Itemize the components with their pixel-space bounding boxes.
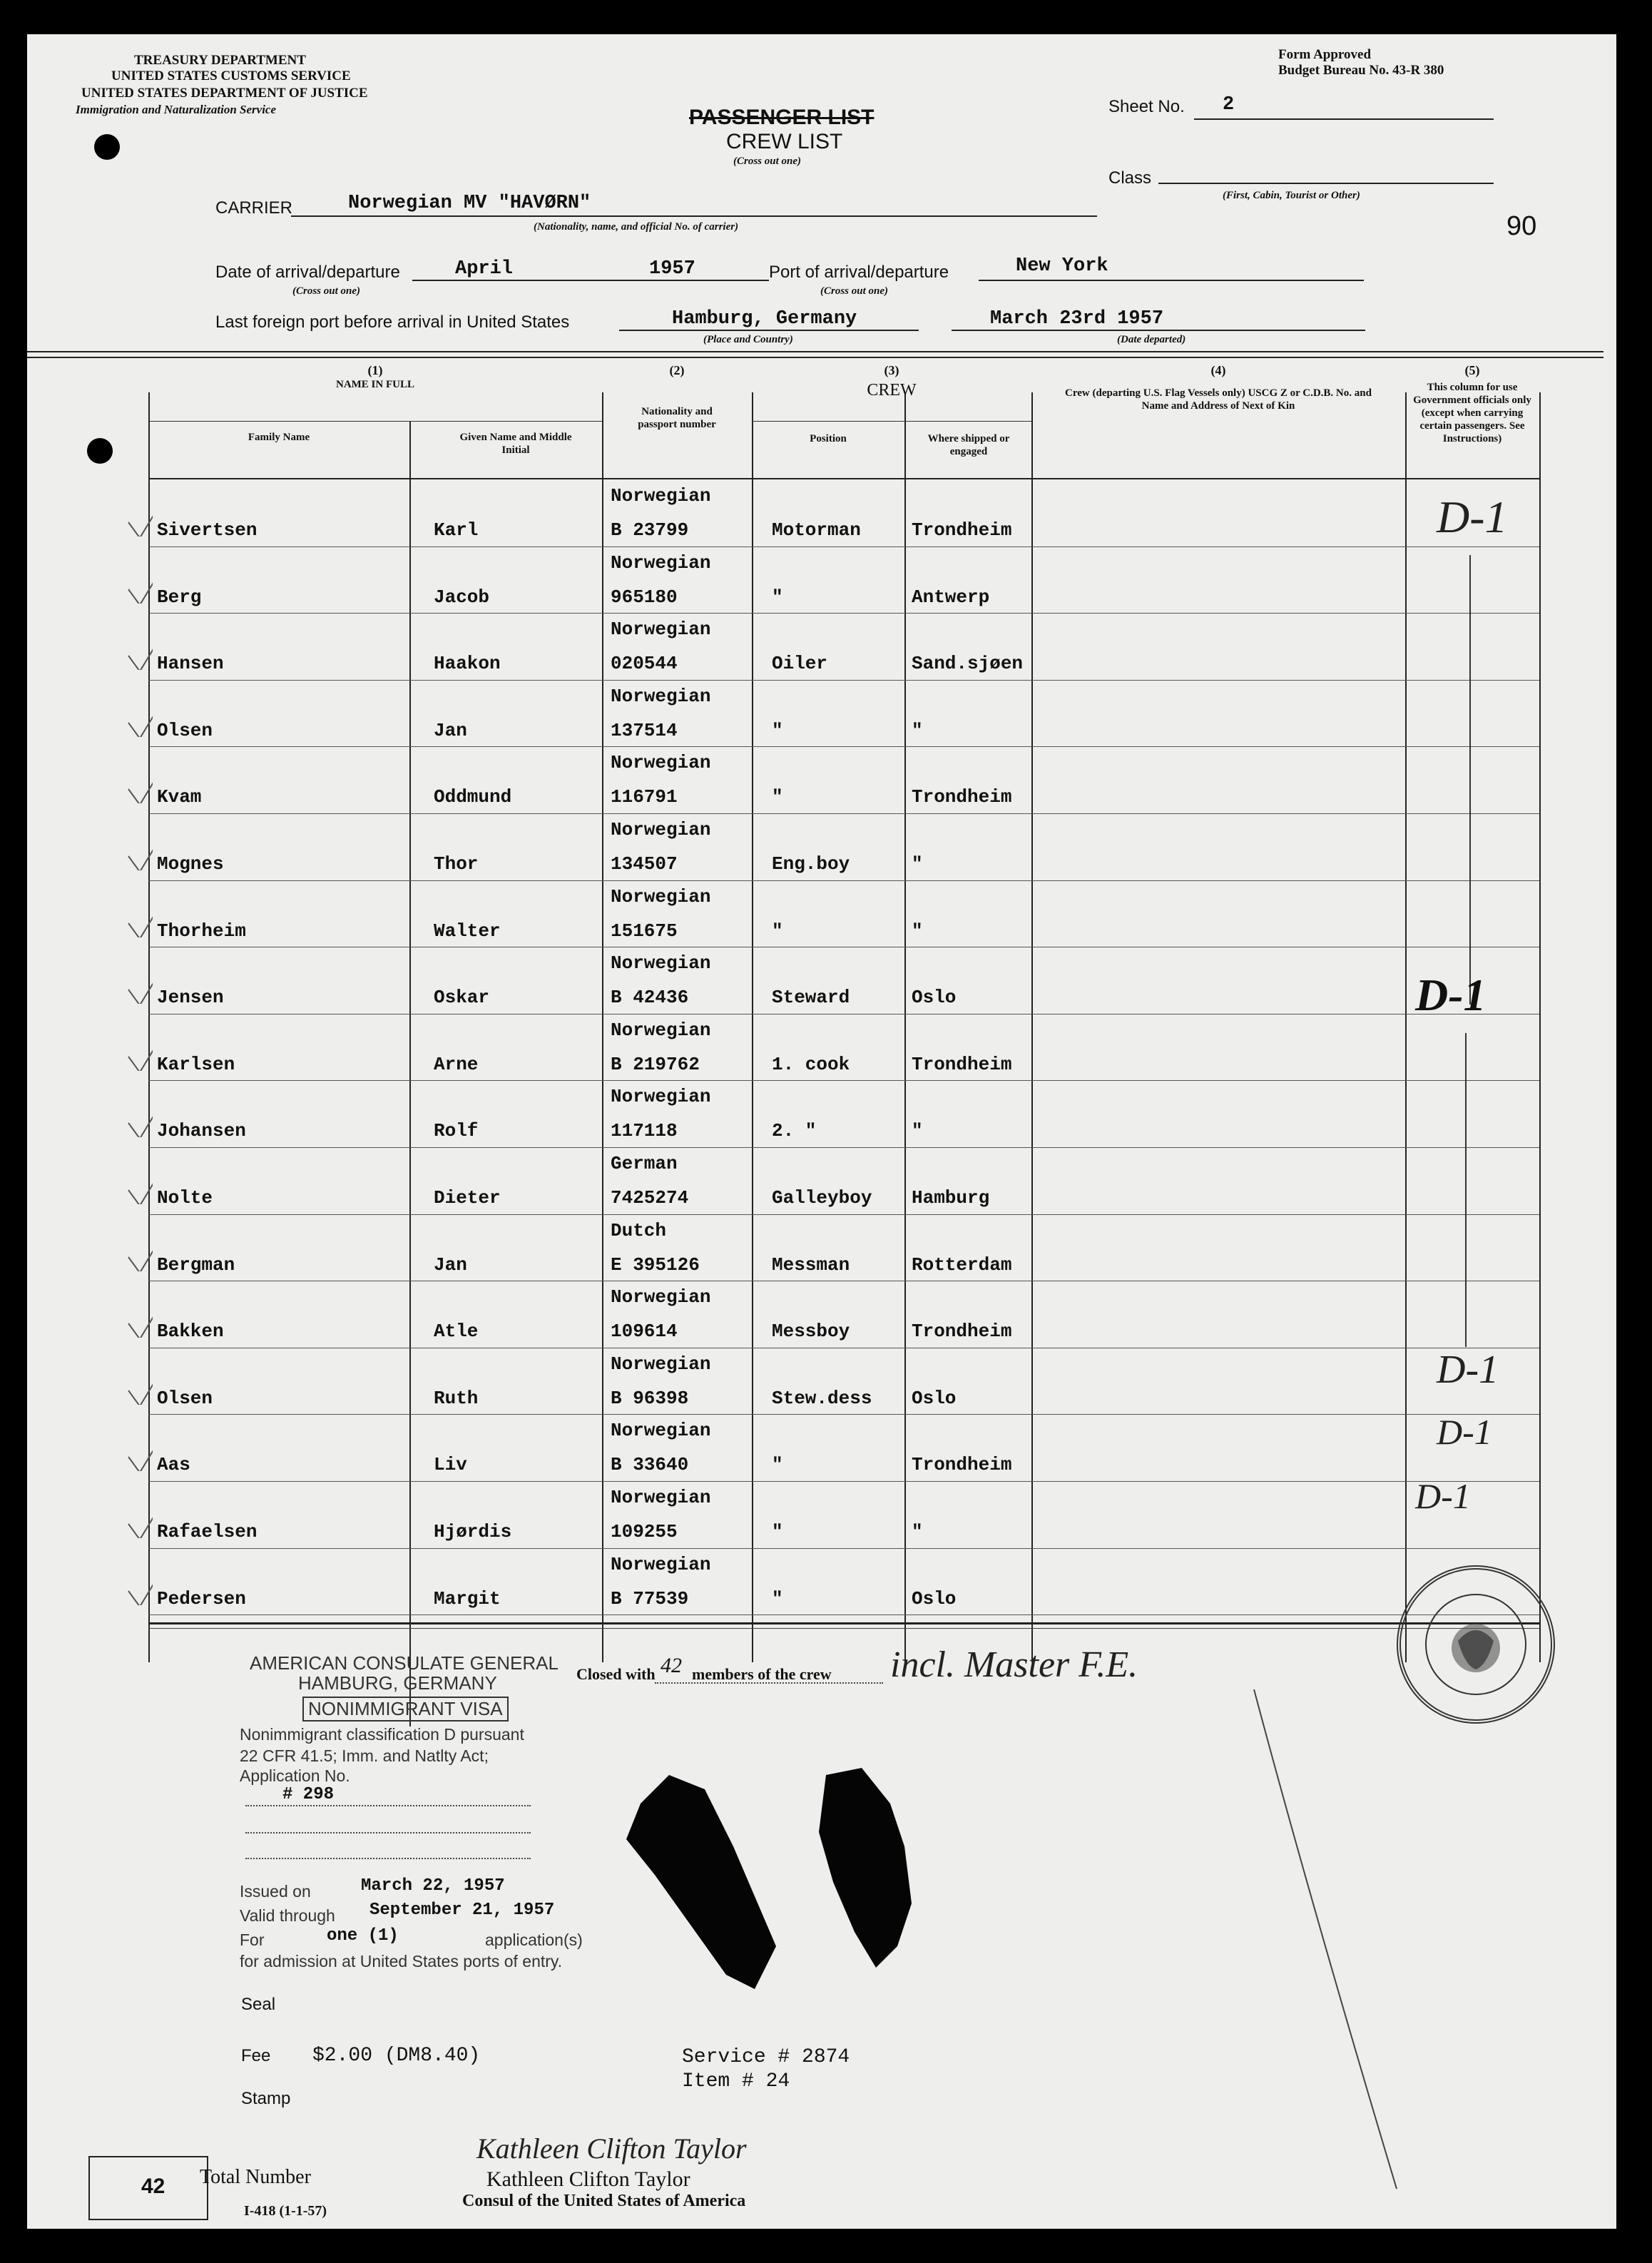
family-name-cell: Sivertsen: [157, 519, 258, 541]
position-cell: ": [772, 719, 783, 741]
agency-line-4: Immigration and Naturalization Service: [76, 103, 277, 116]
agency-line-3: UNITED STATES DEPARTMENT OF JUSTICE: [81, 86, 368, 101]
given-name-cell: Margit: [434, 1587, 501, 1609]
last-port-date: March 23rd 1957: [990, 308, 1164, 330]
visa-stamp-line3: NONIMMIGRANT VISA: [302, 1697, 509, 1722]
position-cell: Oiler: [772, 653, 828, 675]
position-cell: Messman: [772, 1253, 850, 1276]
passport-cell: B 42436: [611, 987, 689, 1009]
nationality-cell: Norwegian: [611, 1019, 711, 1041]
family-name-cell: Rafaelsen: [157, 1521, 258, 1542]
row-divider: [148, 813, 1539, 814]
port-note: (Cross out one): [820, 285, 889, 297]
checkmark-icon: [124, 1028, 153, 1071]
passport-cell: 137514: [611, 719, 678, 741]
checkmark-icon: [124, 1094, 153, 1137]
given-name-cell: Jan: [434, 1253, 467, 1276]
checkmark-icon: [124, 1295, 153, 1338]
given-name-cell: Liv: [434, 1454, 467, 1476]
punch-hole: [94, 134, 120, 160]
passport-cell: 020544: [611, 653, 678, 675]
passport-cell: 117118: [611, 1120, 678, 1142]
col1-num: (1): [367, 363, 383, 377]
family-name-cell: Nolte: [157, 1187, 213, 1209]
arrival-note: (Cross out one): [292, 285, 361, 297]
passport-cell: 151675: [611, 920, 678, 942]
punch-hole: [87, 438, 113, 464]
given-name-cell: Atle: [434, 1321, 479, 1343]
nationality-cell: Norwegian: [611, 1353, 711, 1375]
passport-cell: B 219762: [611, 1053, 700, 1075]
checkmark-icon: [124, 828, 153, 870]
checkmark-icon: [124, 1161, 153, 1204]
port-value: New York: [1016, 255, 1108, 277]
col1-title: NAME IN FULL: [335, 379, 414, 390]
passport-cell: 965180: [611, 586, 678, 608]
nationality-cell: Norwegian: [611, 1487, 711, 1508]
closed-with-count: 42: [661, 1654, 682, 1677]
given-name-cell: Thor: [434, 853, 479, 875]
budget-bureau: Budget Bureau No. 43-R 380: [1278, 63, 1444, 78]
nationality-cell: Norwegian: [611, 819, 711, 840]
visa-stamp-line6: Application No.: [240, 1766, 350, 1785]
row-divider: [148, 1614, 1539, 1615]
visa-stamp-line5: 22 CFR 41.5; Imm. and Natlty Act;: [240, 1746, 489, 1765]
family-name-cell: Olsen: [157, 1387, 213, 1409]
passport-cell: 116791: [611, 786, 678, 808]
given-name-cell: Rolf: [434, 1120, 479, 1142]
passport-cell: 109255: [611, 1521, 678, 1542]
last-port-place-note: (Place and Country): [703, 334, 793, 345]
row-divider: [148, 746, 1539, 747]
arrival-label: Date of arrival/departure: [215, 263, 400, 282]
shipped-cell: Antwerp: [912, 586, 990, 608]
position-cell: Motorman: [772, 519, 861, 541]
agency-line-1: TREASURY DEPARTMENT: [134, 53, 306, 68]
col3-title: CREW: [867, 381, 917, 400]
given-name-cell: Jan: [434, 719, 467, 741]
position-cell: ": [772, 586, 783, 608]
shipped-cell: Trondheim: [912, 519, 1012, 541]
annotation-d1: D-1: [1415, 970, 1487, 1020]
shipped-cell: ": [912, 853, 923, 875]
ink-blotch: [612, 1761, 940, 2003]
shipped-cell: Trondheim: [912, 1321, 1012, 1343]
shipped-cell: ": [912, 719, 923, 741]
shipped-cell: Oslo: [912, 1387, 957, 1409]
for-value: one (1): [327, 1926, 399, 1946]
seal-label: Seal: [241, 1995, 276, 2014]
for-suffix: application(s): [485, 1931, 583, 1949]
sheet-label: Sheet No.: [1108, 97, 1185, 116]
shipped-cell: Rotterdam: [912, 1253, 1012, 1276]
given-name-cell: Jacob: [434, 586, 490, 608]
family-name-cell: Karlsen: [157, 1053, 235, 1075]
family-name-cell: Olsen: [157, 719, 213, 741]
row-divider: [148, 1414, 1539, 1415]
col2-title: Nationality and passport number: [638, 406, 716, 430]
consul-name: Kathleen Clifton Taylor: [486, 2167, 690, 2191]
given-name-cell: Walter: [434, 920, 501, 942]
last-port-date-note: (Date departed): [1117, 334, 1186, 345]
visa-stamp-line2: HAMBURG, GERMANY: [298, 1672, 497, 1694]
checkmark-icon: [124, 1495, 153, 1538]
sheet-value: 2: [1223, 94, 1235, 116]
position-cell: Eng.boy: [772, 853, 850, 875]
checkmark-icon: [124, 627, 153, 670]
row-divider: [148, 1147, 1539, 1148]
closed-with-suffix: members of the crew: [692, 1665, 832, 1683]
shipped-cell: Hamburg: [912, 1187, 990, 1209]
given-name-cell: Karl: [434, 519, 479, 541]
checkmark-icon: [124, 494, 153, 536]
col4-title: Crew (departing U.S. Flag Vessels only) USCG Z or C.D.B. No. and Name and Address of Next of Kin: [1065, 387, 1372, 412]
closed-with-prefix: Closed with: [576, 1665, 656, 1683]
row-divider: [148, 613, 1539, 614]
nationality-cell: German: [611, 1153, 678, 1174]
admission-line: for admission at United States ports of entry.: [240, 1952, 563, 1970]
row-divider: [148, 1080, 1539, 1081]
family-name-cell: Mognes: [157, 853, 224, 875]
margin-number: 90: [1506, 211, 1537, 241]
consul-signature: Kathleen Clifton Taylor: [476, 2132, 747, 2165]
item-number: Item # 24: [682, 2070, 790, 2092]
nationality-cell: Norwegian: [611, 1420, 711, 1442]
family-name-cell: Kvam: [157, 786, 202, 808]
total-value: 42: [141, 2175, 165, 2198]
nationality-cell: Norwegian: [611, 1086, 711, 1108]
shipped-cell: Oslo: [912, 987, 957, 1009]
title-note: (Cross out one): [733, 156, 802, 167]
fee-value: $2.00 (DM8.40): [312, 2045, 481, 2067]
position-cell: ": [772, 786, 783, 808]
given-name-cell: Oddmund: [434, 786, 512, 808]
col5-title: This column for use Government officials only (except when carrying certain passengers. See Instructions): [1413, 382, 1531, 444]
carrier-note: (Nationality, name, and official No. of carrier): [534, 221, 739, 233]
col5-num: (5): [1464, 363, 1480, 377]
row-divider: [148, 1481, 1539, 1482]
col2-num: (2): [669, 363, 685, 377]
annotation-d1: D-1: [1437, 1348, 1499, 1392]
consul-title: Consul of the United States of America: [462, 2192, 746, 2210]
form-id: I-418 (1-1-57): [244, 2203, 327, 2219]
position-cell: ": [772, 1521, 783, 1542]
shipped-cell: ": [912, 1120, 923, 1142]
fee-label: Fee: [241, 2046, 271, 2065]
checkmark-icon: [124, 1562, 153, 1605]
position-cell: Steward: [772, 987, 850, 1009]
annotation-d1: D-1: [1437, 492, 1508, 542]
issued-label: Issued on: [240, 1882, 311, 1901]
shipped-cell: ": [912, 920, 923, 942]
shipped-cell: ": [912, 1521, 923, 1542]
passenger-list-title: PASSENGER LIST: [689, 106, 875, 129]
visa-stamp-line4: Nonimmigrant classification D pursuant: [240, 1725, 524, 1744]
arrival-year: 1957: [649, 258, 695, 280]
nationality-cell: Norwegian: [611, 1286, 711, 1308]
nationality-cell: Dutch: [611, 1219, 667, 1241]
family-name-cell: Berg: [157, 586, 202, 608]
visa-stamp-line1: AMERICAN CONSULATE GENERAL: [250, 1652, 559, 1674]
checkmark-icon: [124, 1362, 153, 1405]
given-name-header: Given Name and Middle Initial: [459, 432, 572, 456]
row-divider: [148, 1548, 1539, 1549]
given-name-cell: Hjørdis: [434, 1521, 512, 1542]
col3-num: (3): [884, 363, 899, 377]
checkmark-icon: [124, 1428, 153, 1471]
class-label: Class: [1108, 168, 1152, 188]
family-name-cell: Bakken: [157, 1321, 224, 1343]
family-name-cell: Johansen: [157, 1120, 246, 1142]
carrier-value: Norwegian MV "HAVØRN": [348, 193, 591, 214]
checkmark-icon: [124, 961, 153, 1004]
nationality-cell: Norwegian: [611, 685, 711, 707]
arrival-month: April: [455, 258, 514, 280]
checkmark-icon: [124, 895, 153, 937]
position-cell: 2. ": [772, 1120, 817, 1142]
nationality-cell: Norwegian: [611, 752, 711, 774]
checkmark-icon: [124, 694, 153, 737]
family-name-cell: Hansen: [157, 653, 224, 675]
family-name-cell: Aas: [157, 1454, 190, 1476]
closed-with-handwritten: incl. Master F.E.: [890, 1644, 1138, 1685]
passport-cell: B 77539: [611, 1587, 689, 1609]
annotation-d1: D-1: [1437, 1412, 1492, 1452]
nationality-cell: Norwegian: [611, 1553, 711, 1575]
issued-value: March 22, 1957: [361, 1876, 505, 1896]
shipped-cell: Oslo: [912, 1587, 957, 1609]
passport-cell: B 33640: [611, 1454, 689, 1476]
shipped-header: Where shipped or engaged: [927, 433, 1010, 457]
service-number: Service # 2874: [682, 2046, 850, 2068]
row-divider: [148, 546, 1539, 547]
row-divider: [148, 680, 1539, 681]
position-cell: Messboy: [772, 1321, 850, 1343]
given-name-cell: Oskar: [434, 987, 490, 1009]
class-note: (First, Cabin, Tourist or Other): [1223, 190, 1360, 201]
position-header: Position: [810, 433, 847, 444]
shipped-cell: Trondheim: [912, 1053, 1012, 1075]
family-name-cell: Thorheim: [157, 920, 246, 942]
family-name-cell: Jensen: [157, 987, 224, 1009]
annotation-d1: D-1: [1415, 1476, 1471, 1516]
crew-list-title: CREW LIST: [726, 130, 843, 153]
shipped-cell: Sand.sjøen: [912, 653, 1024, 675]
valid-value: September 21, 1957: [369, 1901, 555, 1920]
passport-cell: 109614: [611, 1321, 678, 1343]
passport-cell: B 23799: [611, 519, 689, 541]
nationality-cell: Norwegian: [611, 551, 711, 574]
position-cell: ": [772, 1454, 783, 1476]
checkmark-icon: [124, 761, 153, 803]
given-name-cell: Ruth: [434, 1387, 479, 1409]
form-approved: Form Approved: [1278, 47, 1372, 62]
pen-stroke: [1225, 1689, 1425, 2203]
checkmark-icon: [124, 1229, 153, 1271]
passport-cell: E 395126: [611, 1253, 700, 1276]
carrier-label: CARRIER: [215, 198, 293, 218]
passport-cell: 134507: [611, 853, 678, 875]
position-cell: ": [772, 1587, 783, 1609]
document-page: [27, 34, 1616, 2229]
passport-cell: B 96398: [611, 1387, 689, 1409]
last-port-label: Last foreign port before arrival in United States: [215, 312, 570, 332]
stamp-label: Stamp: [241, 2089, 291, 2108]
family-name-cell: Bergman: [157, 1253, 235, 1276]
nationality-cell: Norwegian: [611, 885, 711, 907]
valid-label: Valid through: [240, 1906, 335, 1925]
nationality-cell: Norwegian: [611, 619, 711, 641]
col4-num: (4): [1210, 363, 1226, 377]
position-cell: Galleyboy: [772, 1187, 872, 1209]
for-label: For: [240, 1931, 265, 1949]
family-name-cell: Pedersen: [157, 1587, 246, 1609]
shipped-cell: Trondheim: [912, 1454, 1012, 1476]
checkmark-icon: [124, 561, 153, 604]
nationality-cell: Norwegian: [611, 485, 711, 507]
shipped-cell: Trondheim: [912, 786, 1012, 808]
nationality-cell: Norwegian: [611, 952, 711, 975]
position-cell: 1. cook: [772, 1053, 850, 1075]
given-name-cell: Arne: [434, 1053, 479, 1075]
given-name-cell: Haakon: [434, 653, 501, 675]
row-divider: [148, 880, 1539, 881]
agency-line-2: UNITED STATES CUSTOMS SERVICE: [111, 68, 351, 83]
row-divider: [148, 1214, 1539, 1215]
total-label: Total Number: [200, 2166, 311, 2188]
port-label: Port of arrival/departure: [769, 263, 949, 282]
passport-cell: 7425274: [611, 1187, 689, 1209]
last-port-place: Hamburg, Germany: [672, 308, 857, 330]
position-cell: ": [772, 920, 783, 942]
given-name-cell: Dieter: [434, 1187, 501, 1209]
family-name-header: Family Name: [248, 432, 310, 443]
position-cell: Stew.dess: [772, 1387, 872, 1409]
visa-number: # 298: [282, 1785, 335, 1804]
